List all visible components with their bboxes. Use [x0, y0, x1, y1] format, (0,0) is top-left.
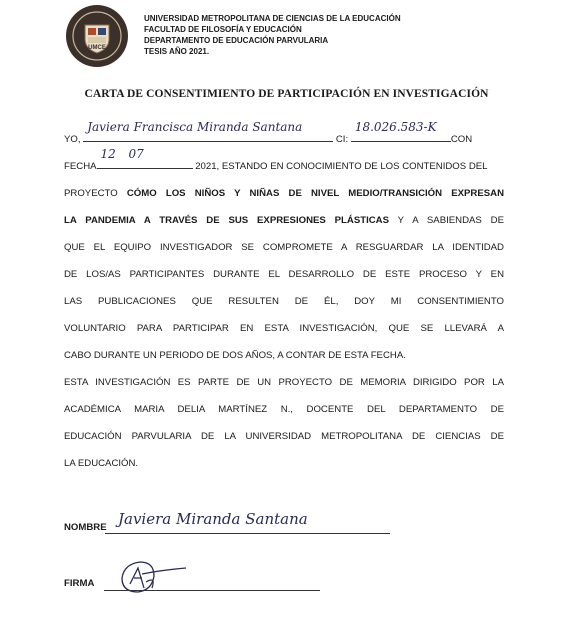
seal-emblem-icon [66, 5, 128, 67]
university-seal-logo [66, 5, 128, 67]
fecha-label: FECHA [64, 161, 97, 172]
con-label: CON [450, 134, 473, 145]
fecha-month-field [123, 147, 193, 169]
university-name: UNIVERSIDAD METROPOLITANA DE CIENCIAS DE LA EDUCACIÓN [144, 14, 401, 23]
line-4-text: Y A SABIENDAS DE [397, 215, 504, 226]
nombre-handwriting: Javiera Miranda Santana [118, 510, 308, 528]
project-title-part1: CÓMO LOS NIÑOS Y NIÑAS DE NIVEL MEDIO/TRANSICIÓN EXPRESAN [126, 188, 504, 199]
firma-label: FIRMA [64, 578, 95, 589]
consent-body [64, 120, 504, 477]
thesis-year: TESIS AÑO 2021. [144, 47, 210, 56]
nombre-label: NOMBRE [64, 522, 107, 533]
line-3 [64, 180, 504, 207]
fecha-day-field [97, 147, 123, 169]
participant-name-handwriting: Javiera Francisca Miranda Santana [87, 120, 303, 134]
institution-header [144, 13, 401, 57]
handwritten-signature-icon [112, 554, 192, 598]
line-11: ACADÉMICA MARIA DELIA MARTÍNEZ N., DOCENTE DEL DEPARTAMENTO DE [64, 404, 504, 415]
faculty-name: FACULTAD DE FILOSOFÍA Y EDUCACIÓN [144, 25, 302, 34]
yo-label: YO, [64, 134, 81, 145]
line-4 [64, 207, 504, 234]
line-6: DE LOS/AS PARTICIPANTES DURANTE EL DESARROLLO DE ESTE PROCESO Y EN [64, 269, 504, 280]
line-7: LAS PUBLICACIONES QUE RESULTEN DE ÉL, DOY MI CONSENTIMIENTO [64, 296, 504, 307]
line-12: EDUCACIÓN PARVULARIA DE LA UNIVERSIDAD METROPOLITANA DE CIENCIAS DE [64, 431, 504, 442]
line-5: QUE EL EQUIPO INVESTIGADOR SE COMPROMETE A RESGUARDAR LA IDENTIDAD [64, 242, 504, 253]
line-10: ESTA INVESTIGACIÓN ES PARTE DE UN PROYECTO DE MEMORIA DIRIGIDO POR LA [64, 377, 504, 388]
project-title-part2: LA PANDEMIA A TRAVÉS DE SUS EXPRESIONES PLÁSTICAS [64, 215, 389, 226]
svg-text:UMCE: UMCE [88, 45, 106, 51]
fecha-day-handwriting: 12 [100, 147, 116, 161]
ci-label: CI: [335, 134, 349, 145]
fecha-month-handwriting: 07 [128, 147, 144, 161]
department-name: DEPARTAMENTO DE EDUCACIÓN PARVULARIA [144, 36, 329, 45]
fecha-year-text: 2021, ESTANDO EN CONOCIMIENTO DE LOS CONTENIDOS DEL [195, 161, 488, 172]
line-8: VOLUNTARIO PARA PARTICIPAR EN ESTA INVESTIGACIÓN, QUE SE LLEVARÁ A [64, 323, 504, 334]
ci-field [351, 120, 451, 142]
line-9: CABO DURANTE UN PERIODO DE DOS AÑOS, A CONTAR DE ESTA FECHA. [64, 350, 406, 361]
document-title: CARTA DE CONSENTIMIENTO DE PARTICIPACIÓN EN INVESTIGACIÓN [84, 88, 489, 100]
ci-handwriting: 18.026.583-K [354, 120, 437, 134]
participant-name-field [83, 120, 333, 142]
line-fecha [64, 147, 504, 180]
line-3-text: PROYECTO [64, 188, 118, 199]
line-13: LA EDUCACIÓN. [64, 458, 139, 469]
